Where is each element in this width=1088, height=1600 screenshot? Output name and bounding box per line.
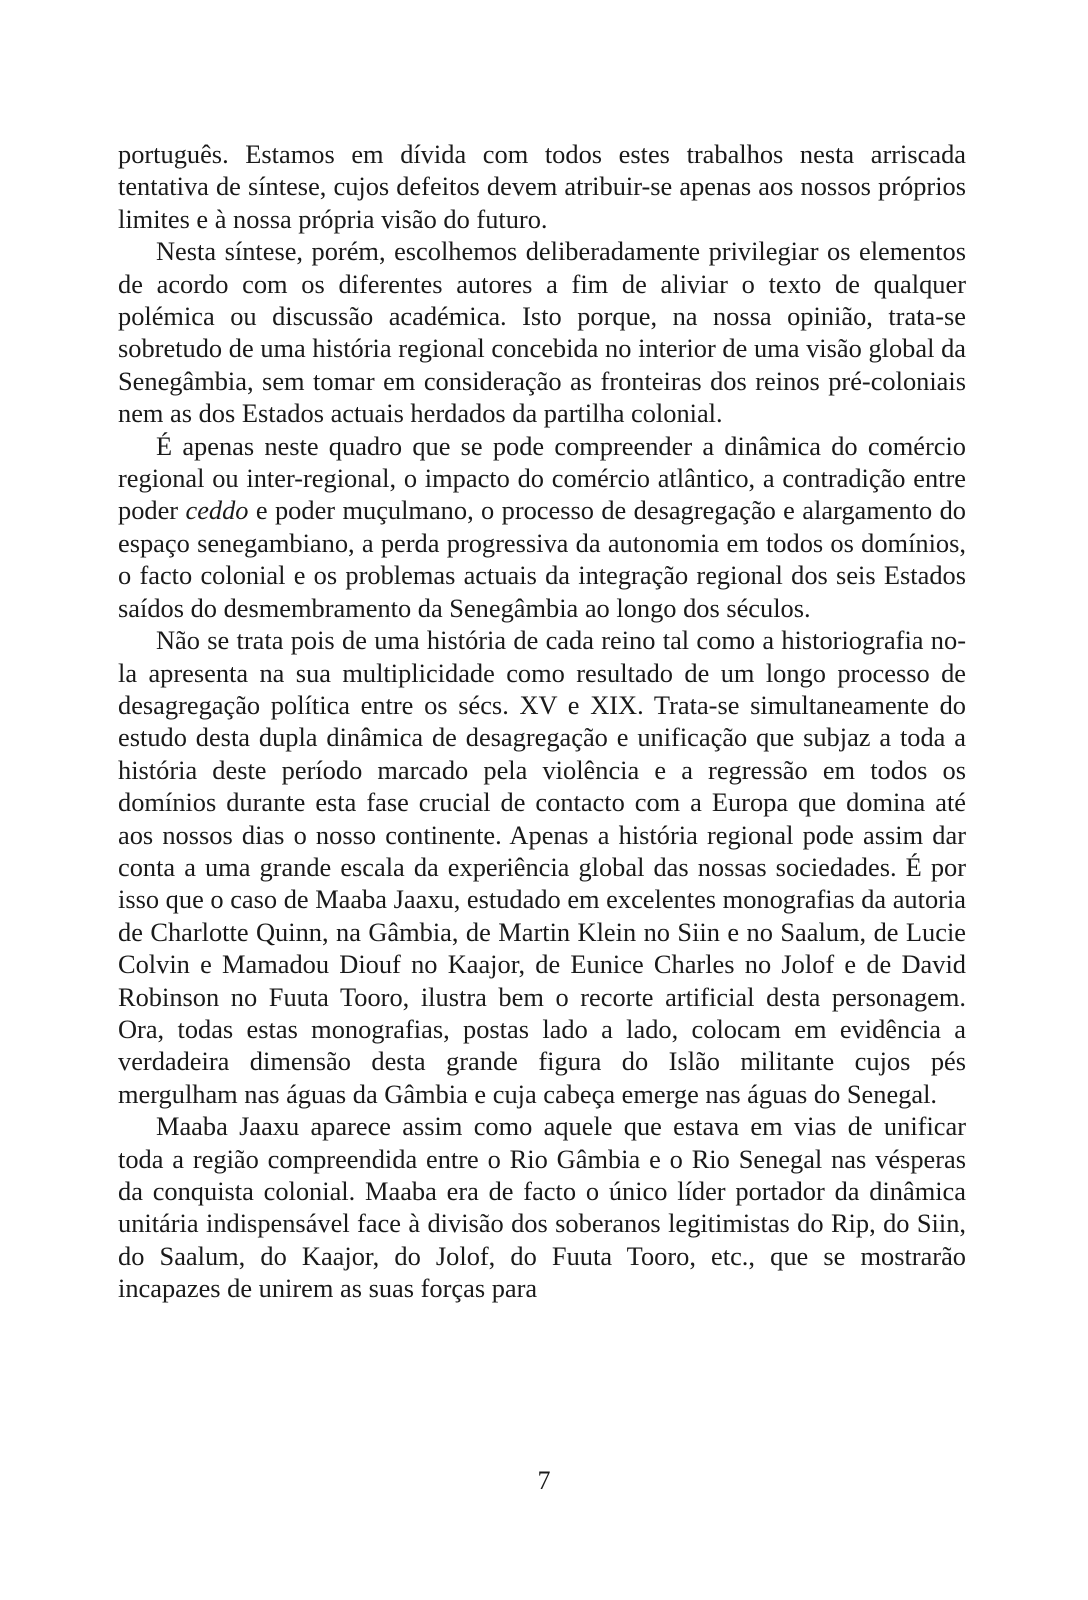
paragraph-2: Nesta síntese, porém, escolhemos deliberadamente privilegiar os elementos de acordo com os diferentes autores a fim de aliviar o texto de qualquer polémica ou discussão académica. Isto porque, na nossa opinião, trata-se sobretudo de uma história regional concebida no interior de uma visão global da Senegâmbia, sem tomar em consideração as fronteiras dos reinos pré-coloniais nem as dos Estados actuais herdados da partilha colonial. [118,236,966,429]
paragraph-3-after: e poder muçulmano, o processo de desagregação e alargamento do espaço senegambiano, a perda progressiva da autonomia em todos os domínios, o facto colonial e os problemas actuais da integração regional dos seis Estados saídos do desmembramento da Senegâmbia ao longo dos séculos. [118,495,966,623]
paragraph-3-before: É apenas neste quadro que se pode compreender a dinâmica do comércio regional ou inter-regional, o impacto do comércio atlântico, a contradição entre poder [118,430,966,526]
page-number: 7 [537,1466,551,1495]
paragraph-1: português. Estamos em dívida com todos estes trabalhos nesta arriscada tentativa de síntese, cujos defeitos devem atribuir-se apenas aos nossos próprios limites e à nossa própria visão do futuro. [118,139,966,234]
paragraph-5: Maaba Jaaxu aparece assim como aquele que estava em vias de unificar toda a região compreendida entre o Rio Gâmbia e o Rio Senegal nas vésperas da conquista colonial. Maaba era de facto o único líder portador da dinâmica unitária indispensável face à divisão dos soberanos legitimistas do Rip, do Siin, do Saalum, do Kaajor, do Jolof, do Fuuta Tooro, etc., que se mostrarão incapazes de unirem as suas forças para [118,1111,966,1304]
page-body [118,138,966,1305]
paragraph-4: Não se trata pois de uma história de cada reino tal como a historiografia no-la apresenta na sua multiplicidade como resultado de um longo processo de desagregação política entre os sécs. XV e XIX. Trata-se simultaneamente do estudo desta dupla dinâmica de desagregação e unificação que subjaz a toda a história deste período marcado pela violência e a regressão em todos os domínios durante esta fase crucial de contacto com a Europa que domina até aos nossos dias o nosso continente. Apenas a história regional pode assim dar conta a uma grande escala da experiência global das nossas sociedades. É por isso que o caso de Maaba Jaaxu, estudado em excelentes monografias da autoria de Charlotte Quinn, na Gâmbia, de Martin Klein no Siin e no Saalum, de Lucie Colvin e Mamadou Diouf no Kaajor, de Eunice Charles no Jolof e de David Robinson no Fuuta Tooro, ilustra bem o recorte artificial desta personagem. Ora, todas estas monografias, postas lado a lado, colocam em evidência a verdadeira dimensão desta grande figura do Islão militante cujos pés mergulham nas águas da Gâmbia e cuja cabeça emerge nas águas do Senegal. [118,625,966,1109]
paragraph-3-italic-term: ceddo [185,495,249,526]
paragraph-3 [118,430,966,624]
